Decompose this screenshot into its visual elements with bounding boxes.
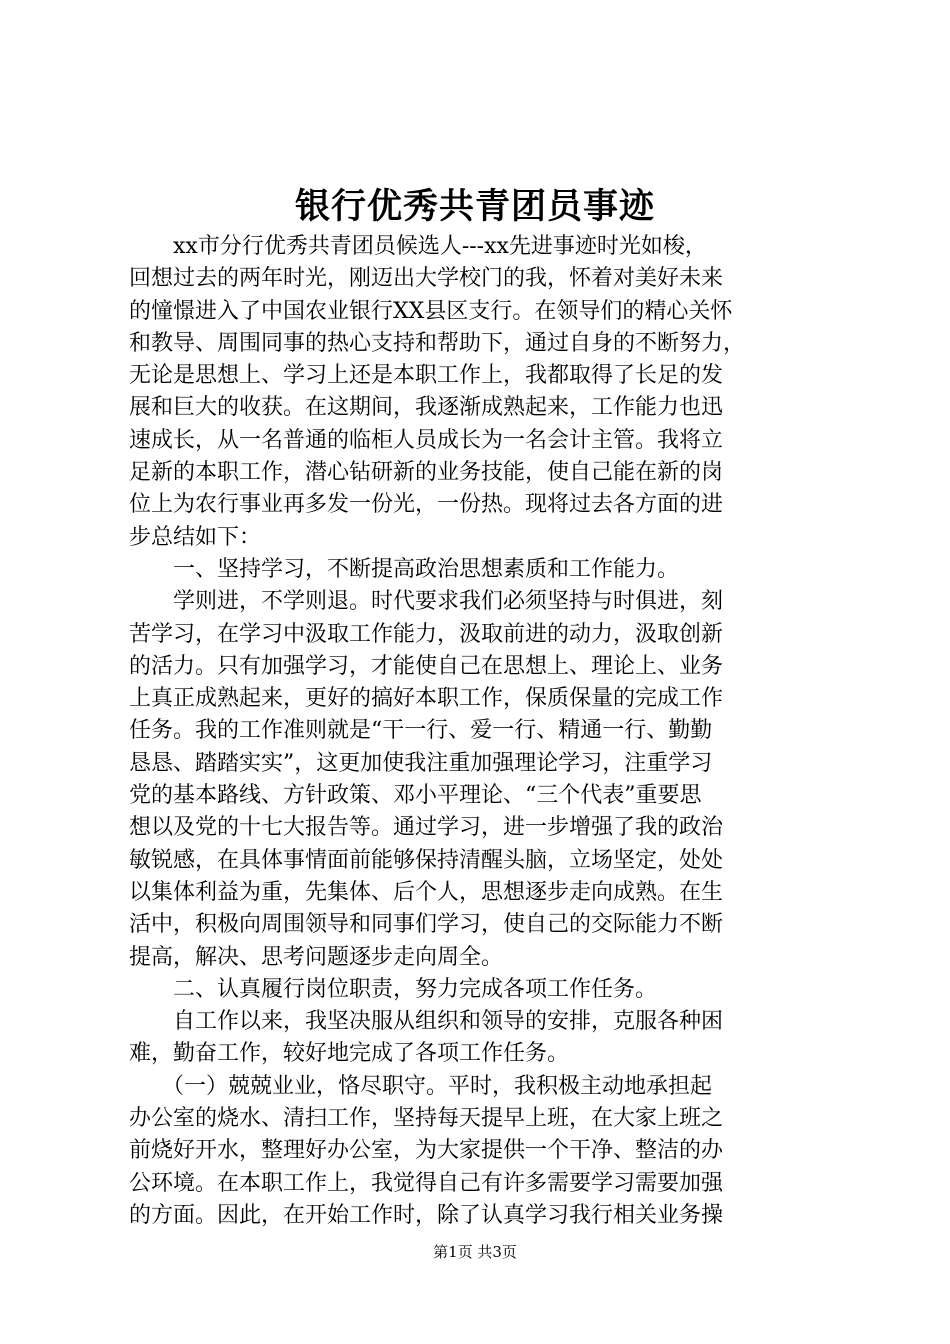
text-line: 学则进，不学则退。时代要求我们必须坚持与时俱进，刻 <box>129 589 724 615</box>
text-line: 提高，解决、思考问题逐步走向周全。 <box>129 944 504 970</box>
text-line: 的憧憬进入了中国农业银行XX县区支行。在领导们的精心关怀 <box>129 298 733 324</box>
text-line: 难，勤奋工作，较好地完成了各项工作任务。 <box>129 1041 570 1067</box>
text-line: 自工作以来，我坚决服从组织和领导的安排，克服各种困 <box>129 1009 724 1035</box>
text-line: 足新的本职工作，潜心钻研新的业务技能，使自己能在新的岗 <box>129 460 724 486</box>
text-line: 党的基本路线、方针政策、邓小平理论、“三个代表”重要思 <box>129 783 702 809</box>
text-line: 苦学习，在学习中汲取工作能力，汲取前进的动力，汲取创新 <box>129 621 724 647</box>
text-line: 办公室的烧水、清扫工作，坚持每天提早上班，在大家上班之 <box>129 1106 724 1132</box>
page-title: 银行优秀共青团员事迹 <box>294 186 655 227</box>
text-line: 活中，积极向周围领导和同事们学习，使自己的交际能力不断 <box>129 912 724 938</box>
text-line: 恳恳、踏踏实实”，这更加使我注重加强理论学习，注重学习 <box>129 750 713 776</box>
text-line: 公环境。在本职工作上，我觉得自己有许多需要学习需要加强 <box>129 1170 724 1196</box>
text-line: 速成长，从一名普通的临柜人员成长为一名会计主管。我将立 <box>129 427 724 453</box>
page-number-footer: 第1页 共3页 <box>433 1243 517 1261</box>
text-line: 前烧好开水，整理好办公室，为大家提供一个干净、整洁的办 <box>129 1138 724 1164</box>
section-heading: 一、坚持学习，不断提高政治思想素质和工作能力。 <box>129 556 680 582</box>
text-line: 回想过去的两年时光，刚迈出大学校门的我，怀着对美好未来 <box>129 266 724 292</box>
text-line: 以集体利益为重，先集体、后个人，思想逐步走向成熟。在生 <box>129 879 724 905</box>
body-text <box>129 231 845 1232</box>
text-line: 位上为农行事业再多发一份光，一份热。现将过去各方面的进 <box>129 492 724 518</box>
text-line: 展和巨大的收获。在这期间，我逐渐成熟起来，工作能力也迅 <box>129 395 724 421</box>
text-line: 和教导、周围同事的热心支持和帮助下，通过自身的不断努力， <box>129 330 746 356</box>
text-line: 上真正成熟起来，更好的搞好本职工作，保质保量的完成工作 <box>129 686 724 712</box>
text-line: 任务。我的工作准则就是“干一行、爱一行、精通一行、勤勤 <box>129 718 713 744</box>
text-line: 步总结如下： <box>129 524 262 550</box>
text-line: 想以及党的十七大报告等。通过学习，进一步增强了我的政治 <box>129 815 724 841</box>
text-line: （一）兢兢业业，恪尽职守。平时，我积极主动地承担起 <box>129 1073 713 1099</box>
text-line: 无论是思想上、学习上还是本职工作上，我都取得了长足的发 <box>129 363 724 389</box>
section-heading: 二、认真履行岗位职责，努力完成各项工作任务。 <box>129 976 658 1002</box>
text-line: 的活力。只有加强学习，才能使自己在思想上、理论上、业务 <box>129 653 724 679</box>
text-line: 的方面。因此，在开始工作时，除了认真学习我行相关业务操 <box>129 1202 724 1228</box>
text-line: xx市分行优秀共青团员候选人---xx先进事迹时光如梭， <box>129 234 707 259</box>
text-line: 敏锐感，在具体事情面前能够保持清醒头脑，立场坚定，处处 <box>129 847 724 873</box>
